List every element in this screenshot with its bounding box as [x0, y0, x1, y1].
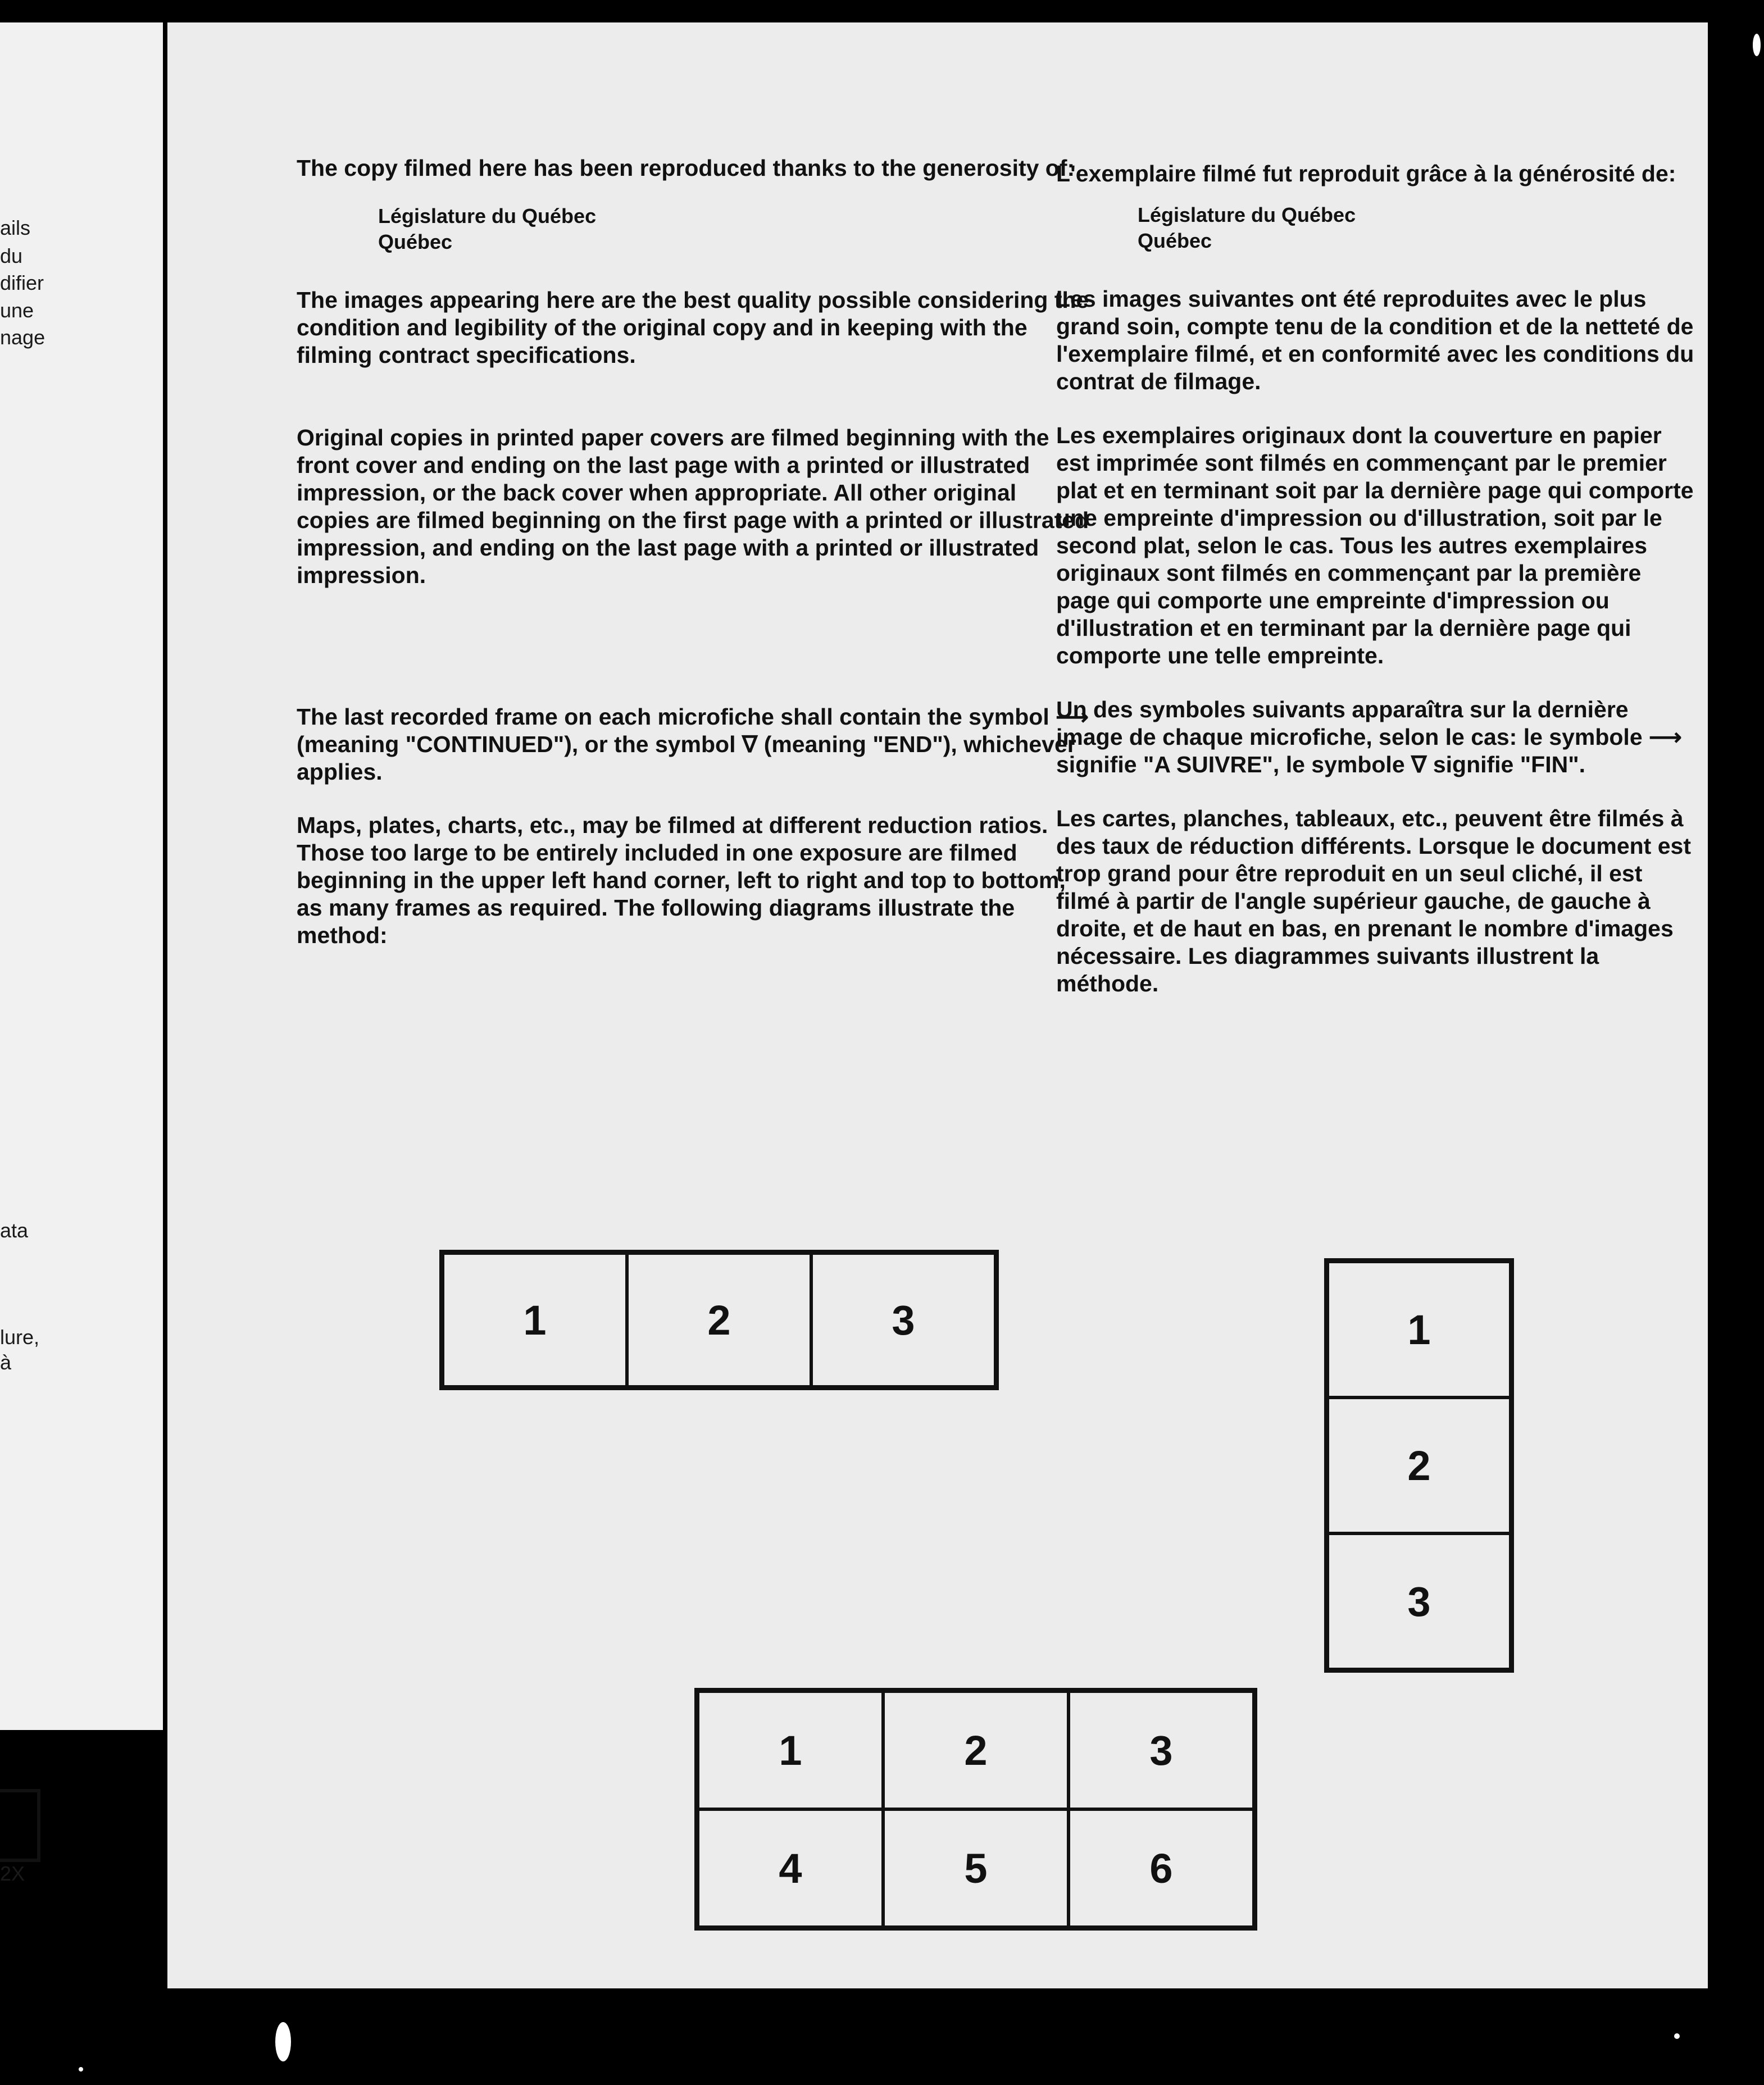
adjacent-frame-box [0, 1789, 40, 1862]
diagram-frame: 1 [443, 1253, 627, 1387]
english-maps-paragraph: Maps, plates, charts, etc., may be filmed at different reduction ratios. Those too large to be entirely included in one exposure are filmed beginning in the upper left hand corner, left to right and top to bottom, as many frames as required. The following diagrams illustrate the method: [297, 812, 1066, 948]
adjacent-text-fragment: à [0, 1351, 12, 1374]
french-maps-paragraph: Les cartes, planches, tableaux, etc., peuvent être filmés à des taux de réduction différents. Lorsque le document est trop grand pour être reproduit en un seul cliché, il est filmé à partir de l'angle supérieur gauche, de gauche à droite, et de haut en bas, en prenant le nombre d'images nécessaire. Les diagrammes suivants illustrent la méthode. [1056, 805, 1691, 996]
adjacent-text-fragment: ails [0, 216, 31, 239]
french-covers-paragraph: Les exemplaires originaux dont la couverture en papier est imprimée sont filmés en commençant par le premier plat et en terminant soit par la dernière page qui comporte une empreinte d'impression ou d'illustration, soit par le second plat, selon le cas. Tous les autres exemplaires originaux sont filmés en commençant par la première page qui comporte une empreinte d'impression ou d'illustration et en terminant par la dernière page qui comporte une telle empreinte. [1056, 422, 1694, 668]
adjacent-text-fragment: lure, [0, 1326, 40, 1349]
adjacent-text-fragment: 2X [0, 1862, 25, 1885]
film-speck [79, 2067, 83, 2072]
english-covers-paragraph: Original copies in printed paper covers are filmed beginning with the front cover and ending on the last page with a printed or illustrated impression, or the back cover when appropriate. All other original copies are filmed beginning on the first page with a printed or illustrated impression, and ending on the last page with a printed or illustrated impression. [297, 425, 1089, 588]
diagram-frame: 4 [698, 1809, 883, 1927]
vertical-three-frame-diagram [1324, 1258, 1514, 1673]
six-frame-grid-diagram [694, 1688, 1257, 1931]
english-institution-name: Législature du Québec [378, 204, 597, 227]
adjacent-text-fragment: difier [0, 271, 44, 294]
adjacent-text-fragment: ata [0, 1219, 29, 1242]
film-speck [275, 2022, 291, 2061]
english-symbol-paragraph: The last recorded frame on each microfiche shall contain the symbol ⟶ (meaning "CONTINUED"), or the symbol ∇ (meaning "END"), whichever applies. [297, 704, 1089, 785]
adjacent-text-fragment: du [0, 244, 23, 267]
horizontal-three-frame-diagram [439, 1250, 999, 1390]
adjacent-text-fragment: une [0, 299, 34, 322]
french-institution-name: Législature du Québec [1138, 203, 1356, 226]
film-speck [1753, 34, 1761, 56]
french-intro: L'exemplaire filmé fut reproduit grâce à la générosité de: [1056, 161, 1676, 186]
diagram-frame: 5 [883, 1809, 1069, 1927]
english-quality-paragraph: The images appearing here are the best quality possible considering the condition and legibility of the original copy and in keeping with the filming contract specifications. [297, 287, 1089, 368]
french-institution-city: Québec [1138, 229, 1212, 252]
diagram-frame: 3 [1069, 1691, 1254, 1809]
diagram-frame: 3 [1327, 1533, 1511, 1669]
adjacent-text-fragment: nage [0, 326, 46, 349]
french-quality-paragraph: Les images suivantes ont été reproduites avec le plus grand soin, compte tenu de la condition et de la netteté de l'exemplaire filmé, et en conformité avec les conditions du contrat de filmage. [1056, 286, 1694, 394]
film-speck [1674, 2033, 1680, 2039]
diagram-frame: 2 [1327, 1397, 1511, 1533]
english-intro: The copy filmed here has been reproduced thanks to the generosity of: [297, 155, 1075, 181]
diagram-frame: 1 [698, 1691, 883, 1809]
diagram-frame: 2 [883, 1691, 1069, 1809]
english-institution-city: Québec [378, 230, 453, 253]
french-symbol-paragraph: Un des symboles suivants apparaîtra sur la dernière image de chaque microfiche, selon le cas: le symbole ⟶ signifie "A SUIVRE", le symbole ∇ signifie "FIN". [1056, 696, 1682, 777]
english-column [297, 154, 1094, 949]
french-column [1056, 160, 1697, 998]
diagram-frame: 3 [811, 1253, 995, 1387]
diagram-frame: 2 [627, 1253, 811, 1387]
adjacent-page-strip [0, 22, 163, 1885]
diagram-frame: 6 [1069, 1809, 1254, 1927]
diagram-frame: 1 [1327, 1262, 1511, 1397]
